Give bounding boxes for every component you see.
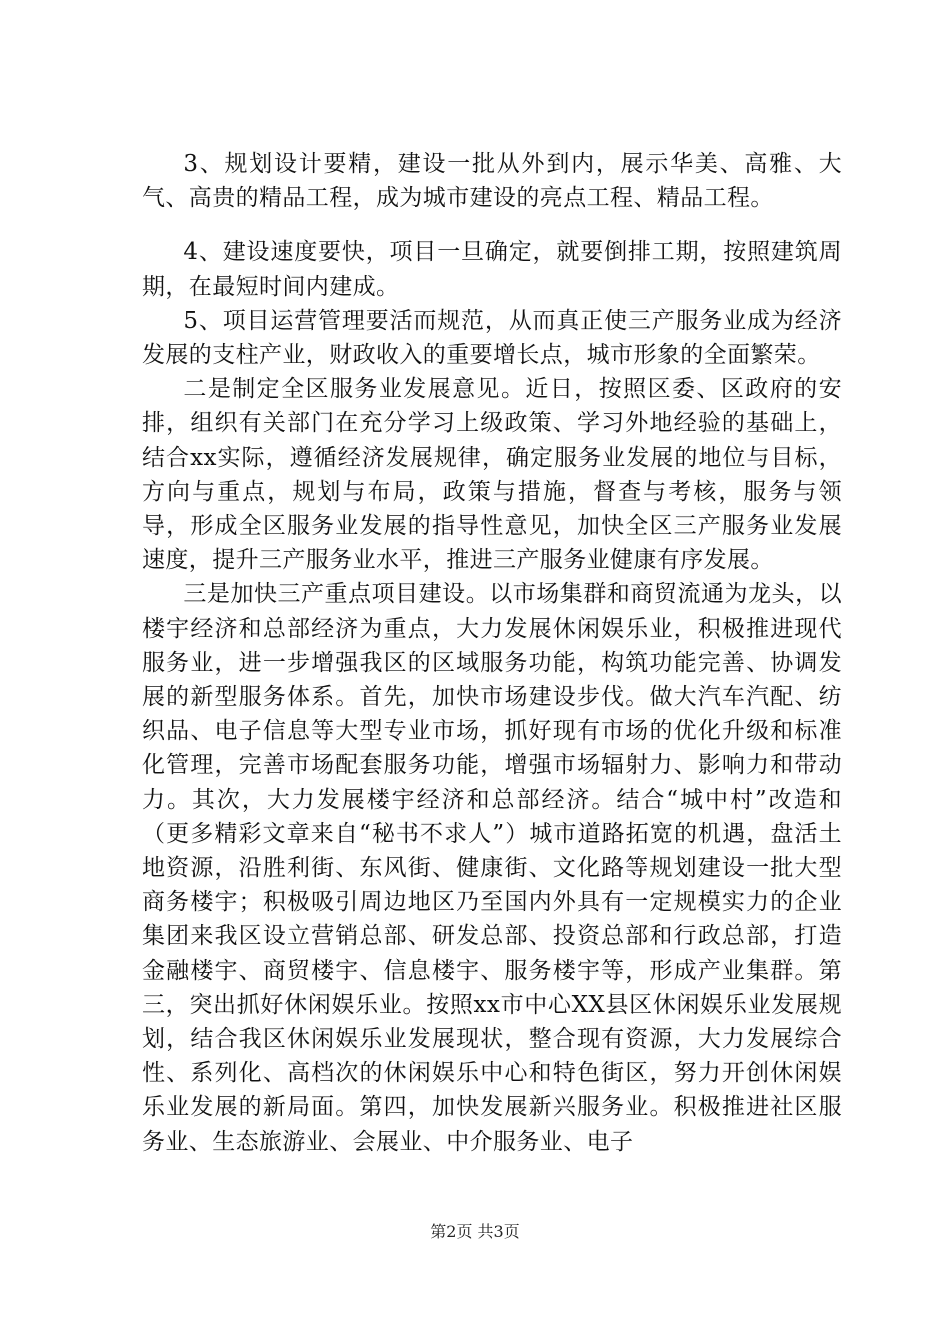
paragraph-key-projects: 三是加快三产重点项目建设。以市场集群和商贸流通为龙头，以楼宇经济和总部经济为重点，大力发展休闲娱乐业，积极推进现代服务业，进一步增强我区的区域服务功能，构筑功能完善、协调发展的新型服务体系。首先，加快市场建设步伐。做大汽车汽配、纺织品、电子信息等大型专业市场，抓好现有市场的优化升级和标准化管理，完善市场配套服务功能，增强市场辐射力、影响力和带动力。其次，大力发展楼宇经济和总部经济。结合“城中村”改造和（更多精彩文章来自“秘书不求人”）城市道路拓宽的机遇，盘活土地资源，沿胜利街、东风街、健康街、文化路等规划建设一批大型商务楼宇；积极吸引周边地区乃至国内外具有一定规模实力的企业集团来我区设立营销总部、研发总部、投资总部和行政总部，打造金融楼宇、商贸楼宇、信息楼宇、服务楼宇等，形成产业集群。第三，突出抓好休闲娱乐业。按照xx市中心XX县区休闲娱乐业发展规划，结合我区休闲娱乐业发展现状，整合现有资源，大力发展综合性、系列化、高档次的休闲娱乐中心和特色街区，努力开创休闲娱乐业发展的新局面。第四，加快发展新兴服务业。积极推进社区服务业、生态旅游业、会展业、中介服务业、电子 [142,581,842,1155]
paragraph-item-5: 5、项目运营管理要活而规范，从而真正使三产服务业成为经济发展的支柱产业，财政收入的重要增长点，城市形象的全面繁荣。 [142,307,842,369]
document-body [142,147,842,1159]
paragraph-service-opinion: 二是制定全区服务业发展意见。近日，按照区委、区政府的安排，组织有关部门在充分学习上级政策、学习外地经验的基础上，结合xx实际，遵循经济发展规律，确定服务业发展的地位与目标，方向与重点，规划与布局，政策与措施，督查与考核，服务与领导，形成全区服务业发展的指导性意见，加快全区三产服务业发展速度，提升三产服务业水平，推进三产服务业健康有序发展。 [142,376,842,574]
page-number-footer: 第2页 共3页 [430,1222,520,1241]
paragraph-item-3: 3、规划设计要精，建设一批从外到内，展示华美、高雅、大气、高贵的精品工程，成为城市建设的亮点工程、精品工程。 [142,151,842,212]
paragraph-item-4: 4、建设速度要快，项目一旦确定，就要倒排工期，按照建筑周期，在最短时间内建成。 [142,239,842,300]
